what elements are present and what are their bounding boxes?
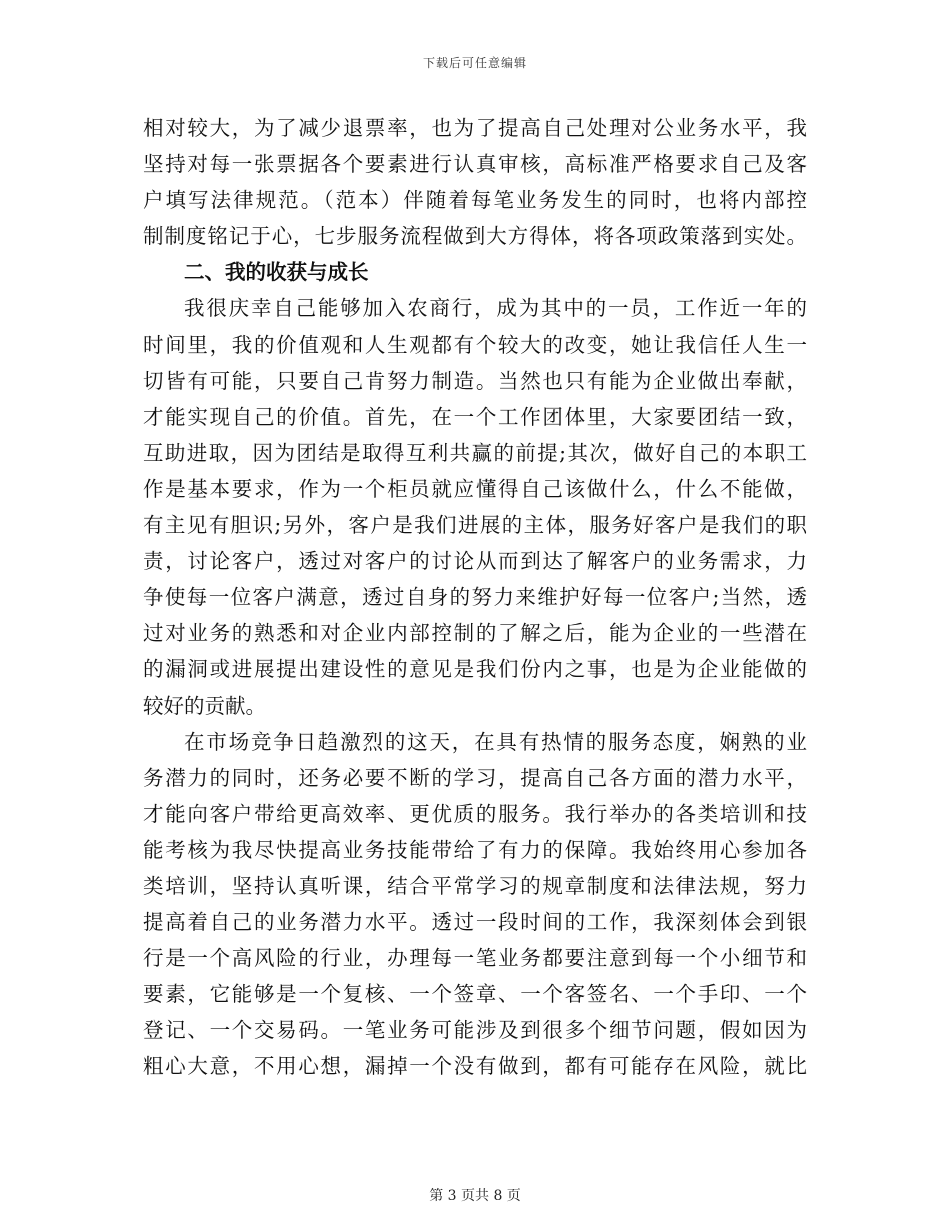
- text-line: 切皆有可能，只要自己肯努力制造。当然也只有能为企业做出奉献，: [143, 368, 807, 393]
- document-body: [143, 110, 807, 1085]
- text-line: 作是基本要求，作为一个柜员就应懂得自己该做什么，什么不能做，: [143, 476, 807, 501]
- text-line: 务潜力的同时，还务必要不断的学习，提高自己各方面的潜力水平，: [143, 765, 807, 790]
- page-header: 下载后可任意编辑: [422, 56, 527, 70]
- text-line: 的漏洞或进展提出建设性的意见是我们份内之事，也是为企业能做的: [143, 657, 807, 682]
- text-line: 过对业务的熟悉和对企业内部控制的了解之后，能为企业的一些潜在: [143, 621, 807, 646]
- text-line: 互助进取，因为团结是取得互利共赢的前提;其次，做好自己的本职工: [143, 440, 807, 465]
- text-line: 才能实现自己的价值。首先，在一个工作团体里，大家要团结一致，: [143, 404, 807, 429]
- text-line: 登记、一个交易码。一笔业务可能涉及到很多个细节问题，假如因为: [143, 1018, 807, 1043]
- text-line: 行是一个高风险的行业，办理每一笔业务都要注意到每一个小细节和: [143, 946, 807, 971]
- text-line: 制制度铭记于心，七步服务流程做到大方得体，将各项政策落到实处。: [143, 224, 807, 249]
- text-line: 提高着自己的业务潜力水平。透过一段时间的工作，我深刻体会到银: [143, 910, 807, 935]
- section-heading: 二、我的收获与成长: [184, 260, 369, 285]
- text-line: 争使每一位客户满意，透过自身的努力来维护好每一位客户;当然，透: [143, 585, 807, 610]
- text-line: 时间里，我的价值观和人生观都有个较大的改变，她让我信任人生一: [143, 332, 807, 357]
- text-line: 能考核为我尽快提高业务技能带给了有力的保障。我始终用心参加各: [143, 837, 807, 862]
- text-line: 责，讨论客户，透过对客户的讨论从而到达了解客户的业务需求，力: [143, 549, 807, 574]
- page-footer: 第 3 页共 8 页: [429, 1188, 521, 1204]
- text-line: 户填写法律规范。（范本）伴随着每笔业务发生的同时，也将内部控: [143, 188, 807, 213]
- paragraph-last-line: 较好的贡献。: [143, 693, 266, 718]
- paragraph-first-line: 在市场竞争日趋激烈的这天，在具有热情的服务态度，娴熟的业: [184, 729, 807, 754]
- text-line: 坚持对每一张票据各个要素进行认真审核，高标准严格要求自己及客: [143, 152, 807, 177]
- text-line: 相对较大，为了减少退票率，也为了提高自己处理对公业务水平，我: [143, 116, 807, 140]
- text-line: 要素，它能够是一个复核、一个签章、一个客签名、一个手印、一个: [143, 982, 807, 1007]
- text-line: 类培训，坚持认真听课，结合平常学习的规章制度和法律法规，努力: [143, 873, 807, 898]
- paragraph-first-line: 我很庆幸自己能够加入农商行，成为其中的一员，工作近一年的: [184, 296, 807, 321]
- text-line: 粗心大意，不用心想，漏掉一个没有做到，都有可能存在风险，就比: [143, 1054, 807, 1079]
- text-line: 才能向客户带给更高效率、更优质的服务。我行举办的各类培训和技: [143, 801, 807, 826]
- text-line: 有主见有胆识;另外，客户是我们进展的主体，服务好客户是我们的职: [143, 513, 807, 538]
